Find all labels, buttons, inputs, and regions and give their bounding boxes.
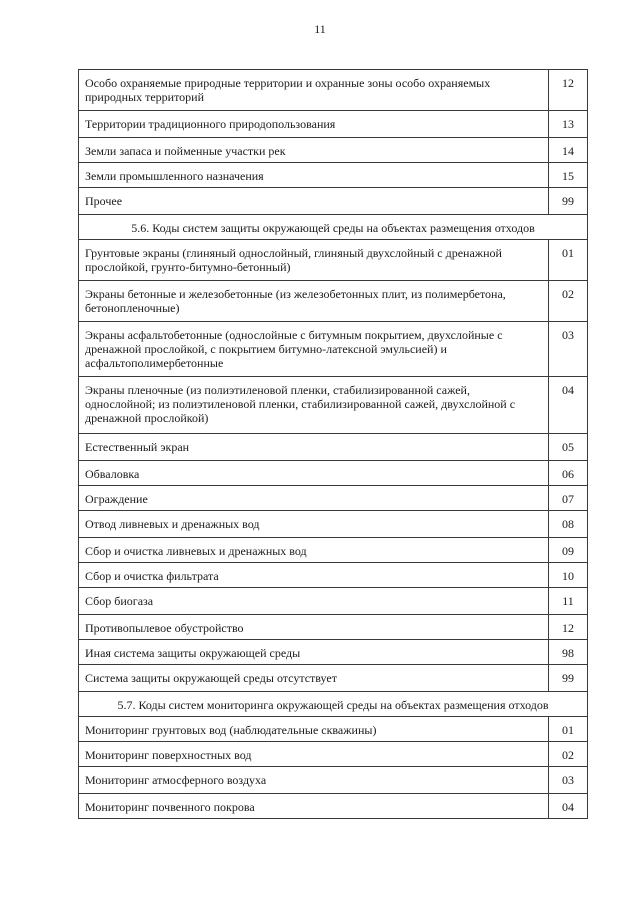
row-label: Сбор и очистка ливневых и дренажных вод xyxy=(79,538,549,563)
table-row xyxy=(79,188,588,215)
section-heading: 5.6. Коды систем защиты окружающей среды на объектах размещения отходов xyxy=(79,215,588,240)
row-code: 01 xyxy=(549,240,588,281)
table-row xyxy=(79,742,588,767)
table-row xyxy=(79,767,588,794)
row-label: Земли запаса и пойменные участки рек xyxy=(79,138,549,163)
row-label: Прочее xyxy=(79,188,549,215)
row-label: Противопылевое обустройство xyxy=(79,615,549,640)
row-label: Ограждение xyxy=(79,486,549,511)
row-code: 12 xyxy=(549,70,588,111)
row-code: 13 xyxy=(549,111,588,138)
row-code: 99 xyxy=(549,665,588,692)
row-code: 05 xyxy=(549,434,588,461)
table-row xyxy=(79,70,588,111)
table-row xyxy=(79,794,588,819)
row-label: Особо охраняемые природные территории и охранные зоны особо охраняемых природных территорий xyxy=(79,70,549,111)
table-row xyxy=(79,377,588,434)
table-row xyxy=(79,138,588,163)
table-row xyxy=(79,538,588,563)
table-row xyxy=(79,665,588,692)
row-label: Территории традиционного природопользования xyxy=(79,111,549,138)
row-label: Экраны пленочные (из полиэтиленовой пленки, стабилизированной сажей, однослойной; из полиэтиленовой пленки, стабилизированной сажей, двухслойной с дренажной прослойкой) xyxy=(79,377,549,434)
section-row xyxy=(79,692,588,717)
table-row xyxy=(79,240,588,281)
table-row xyxy=(79,640,588,665)
row-code: 03 xyxy=(549,322,588,377)
table-row xyxy=(79,111,588,138)
row-label: Мониторинг почвенного покрова xyxy=(79,794,549,819)
table-row xyxy=(79,461,588,486)
row-code: 04 xyxy=(549,794,588,819)
table-row xyxy=(79,563,588,588)
row-label: Мониторинг поверхностных вод xyxy=(79,742,549,767)
row-label: Естественный экран xyxy=(79,434,549,461)
table-row xyxy=(79,434,588,461)
row-code: 09 xyxy=(549,538,588,563)
row-label: Обваловка xyxy=(79,461,549,486)
table-row xyxy=(79,615,588,640)
table-row xyxy=(79,588,588,615)
table-row xyxy=(79,281,588,322)
row-code: 99 xyxy=(549,188,588,215)
table-row xyxy=(79,163,588,188)
row-label: Экраны асфальтобетонные (однослойные с битумным покрытием, двухслойные с дренажной прослойкой, с покрытием битумно-латексной эмульсией) и асфальтополимербетонные xyxy=(79,322,549,377)
table-row xyxy=(79,511,588,538)
row-label: Сбор биогаза xyxy=(79,588,549,615)
table-row xyxy=(79,717,588,742)
row-label: Система защиты окружающей среды отсутствует xyxy=(79,665,549,692)
section-heading: 5.7. Коды систем мониторинга окружающей среды на объектах размещения отходов xyxy=(79,692,588,717)
row-code: 02 xyxy=(549,281,588,322)
row-label: Грунтовые экраны (глиняный однослойный, глиняный двухслойный с дренажной прослойкой, грунто-битумно-бетонный) xyxy=(79,240,549,281)
row-code: 03 xyxy=(549,767,588,794)
table-row xyxy=(79,486,588,511)
row-code: 98 xyxy=(549,640,588,665)
row-label: Экраны бетонные и железобетонные (из железобетонных плит, из полимербетона, бетонопленочные) xyxy=(79,281,549,322)
row-code: 04 xyxy=(549,377,588,434)
row-code: 12 xyxy=(549,615,588,640)
row-label: Мониторинг грунтовых вод (наблюдательные скважины) xyxy=(79,717,549,742)
row-code: 08 xyxy=(549,511,588,538)
row-label: Сбор и очистка фильтрата xyxy=(79,563,549,588)
row-code: 06 xyxy=(549,461,588,486)
row-code: 10 xyxy=(549,563,588,588)
row-code: 02 xyxy=(549,742,588,767)
table-row xyxy=(79,322,588,377)
row-label: Земли промышленного назначения xyxy=(79,163,549,188)
row-code: 15 xyxy=(549,163,588,188)
row-code: 14 xyxy=(549,138,588,163)
row-label: Отвод ливневых и дренажных вод xyxy=(79,511,549,538)
row-label: Иная система защиты окружающей среды xyxy=(79,640,549,665)
codes-table xyxy=(78,69,588,819)
row-code: 11 xyxy=(549,588,588,615)
row-code: 01 xyxy=(549,717,588,742)
section-row xyxy=(79,215,588,240)
page-number: 11 xyxy=(314,22,326,36)
row-label: Мониторинг атмосферного воздуха xyxy=(79,767,549,794)
row-code: 07 xyxy=(549,486,588,511)
